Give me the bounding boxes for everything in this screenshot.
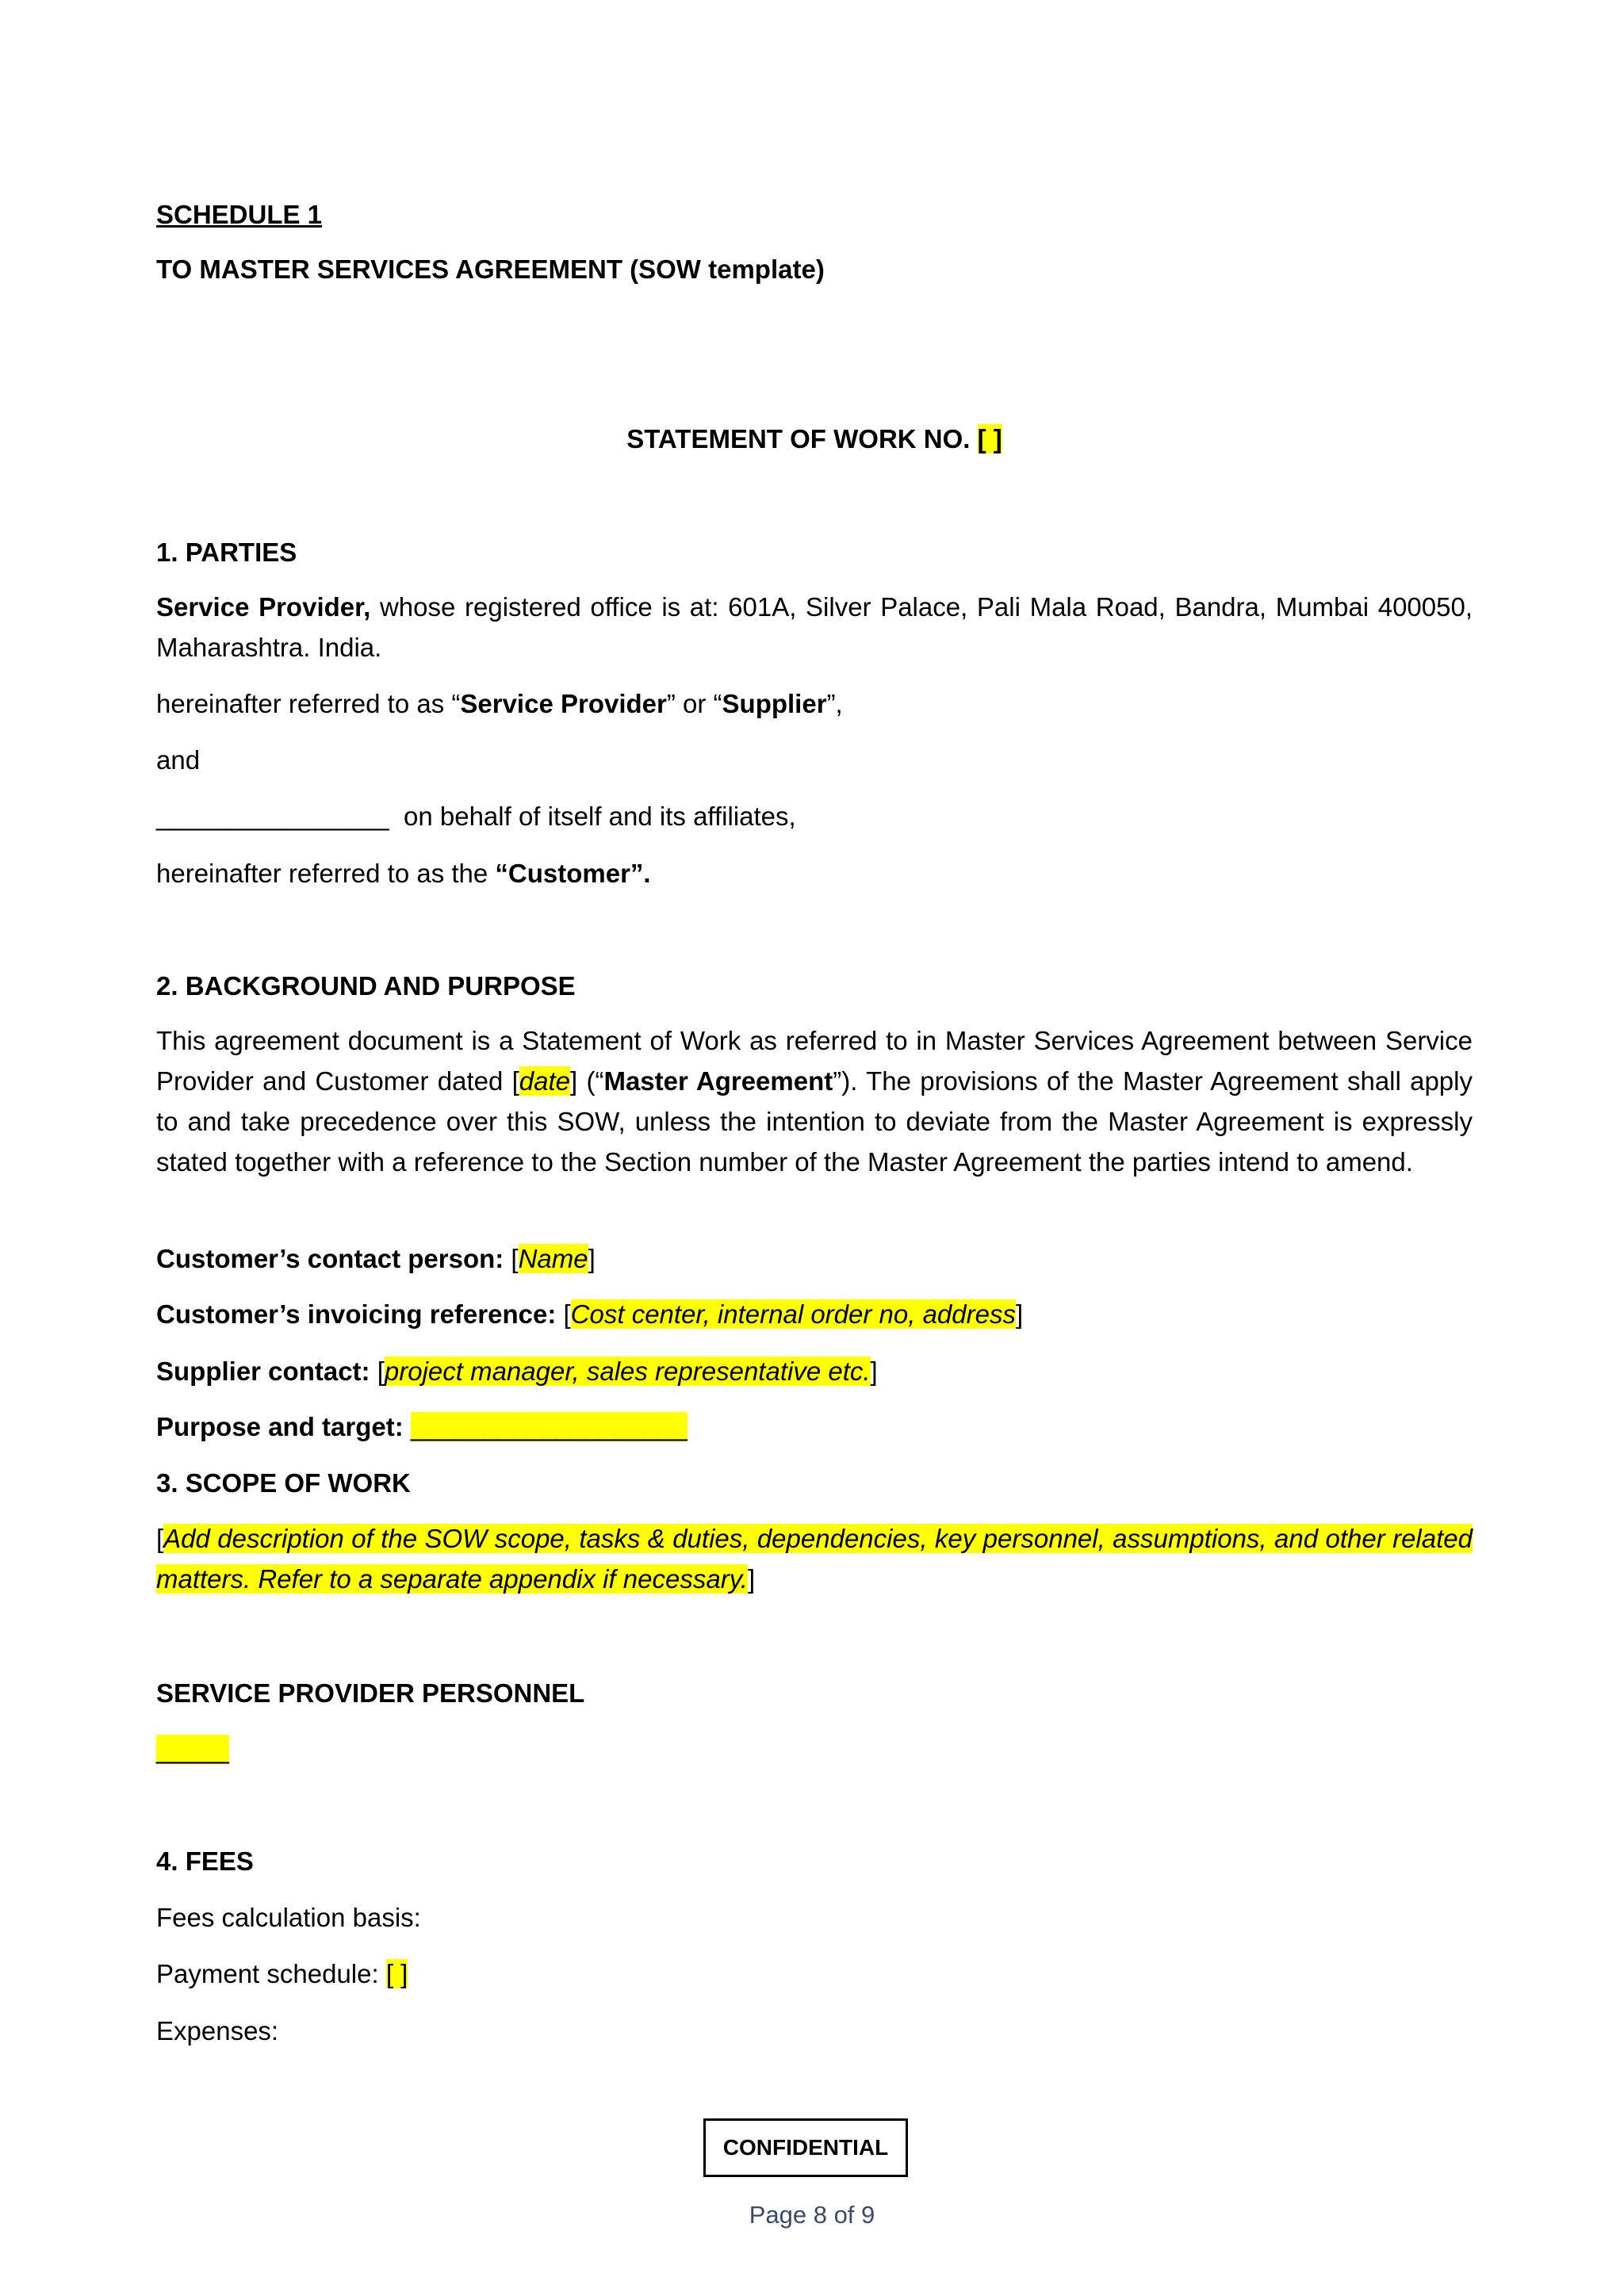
master-agreement-term: Master Agreement [603,1066,833,1096]
sow-number-placeholder: [ ] [977,424,1002,453]
personnel-placeholder: _____ [156,1735,229,1764]
scope-heading: 3. SCOPE OF WORK [156,1468,411,1498]
invoicing-label: Customer’s invoicing reference: [156,1299,557,1329]
scope-placeholder: Add description of the SOW scope, tasks & duties, dependencies, key personnel, assumptions, and other related matters. Refer to a separate appendix if necessary. [156,1524,1473,1594]
customer-referred [156,853,1473,894]
customer-referred-text: hereinafter referred to as the [156,859,496,888]
customer-referred-bold: “Customer”. [495,859,651,888]
schedule-label: SCHEDULE 1 [156,200,323,229]
fees-heading: 4. FEES [156,1846,254,1876]
sow-title-text: STATEMENT OF WORK NO. [626,424,971,453]
referred-text-mid: ” or “ [666,689,722,718]
provider-paragraph [156,587,1473,668]
purpose-line [156,1406,1473,1447]
payment-schedule-label: Payment schedule: [156,1959,379,1988]
payment-schedule-line [156,1954,1473,1994]
personnel-heading: SERVICE PROVIDER PERSONNEL [156,1678,585,1708]
page-number: Page 8 of 9 [749,2201,875,2229]
referred-text: hereinafter referred to as “ [156,689,461,718]
sow-title [156,419,1473,459]
schedule-subtitle: TO MASTER SERVICES AGREEMENT (SOW template) [156,254,825,284]
background-text-c: ”). The provisions of the Master Agreement shall apply to and take precedence over this SOW, unless the intention to deviate from the Master Agreement is expressly stated together with a reference to the Section number of the Master Agreement the parties intend to amend. [156,1066,1473,1177]
expenses-label: Expenses: [156,2016,279,2045]
background-heading: 2. BACKGROUND AND PURPOSE [156,971,576,1001]
contact-person-placeholder: Name [518,1244,588,1273]
provider-referred [156,683,1473,724]
purpose-placeholder: ___________________ [410,1412,688,1441]
parties-heading: 1. PARTIES [156,538,297,567]
invoicing-placeholder: Cost center, internal order no, address [570,1299,1016,1329]
payment-schedule-placeholder: [ ] [385,1959,408,1988]
purpose-label: Purpose and target: [156,1412,404,1441]
customer-name-blank: ________________ [156,802,389,831]
referred-text-end: ”, [826,689,843,718]
date-placeholder: date [519,1066,571,1096]
scope-paragraph: [Add description of the SOW scope, tasks & duties, dependencies, key personnel, assumptions, and other related matters. Refer to a separate appendix if necessary.] [156,1524,1473,1594]
confidential-box [703,2118,908,2177]
fees-basis: Fees calculation basis: [156,1903,421,1932]
referred-supplier: Supplier [722,689,827,718]
contact-person-line: Customer’s contact person: [Name] [156,1244,596,1273]
supplier-contact-placeholder: project manager, sales representative etc. [384,1357,871,1386]
supplier-contact-label: Supplier contact: [156,1357,370,1386]
contact-person-label: Customer’s contact person: [156,1244,504,1273]
background-paragraph [156,1020,1473,1182]
invoicing-line: Customer’s invoicing reference: [Cost center, internal order no, address] [156,1299,1024,1329]
provider-name: Service Provider, [156,592,371,622]
referred-service-provider: Service Provider [460,689,667,718]
background-text-a: This agreement document is a Statement of Work as referred to in Master Services Agreement between Service Provider and Customer dated [ [156,1026,1473,1096]
personnel-line [156,1729,1473,1770]
customer-line [156,796,1473,836]
customer-behalf: on behalf of itself and its affiliates, [404,802,796,831]
provider-address: whose registered office is at: 601A, Silver Palace, Pali Mala Road, Bandra, Mumbai 400050, Maharashtra. India. [156,592,1473,662]
supplier-contact-line: Supplier contact: [project manager, sales representative etc.] [156,1357,878,1386]
background-text-b: ] (“ [570,1066,604,1096]
confidential-label: CONFIDENTIAL [722,2135,889,2160]
and-text: and [156,745,201,775]
